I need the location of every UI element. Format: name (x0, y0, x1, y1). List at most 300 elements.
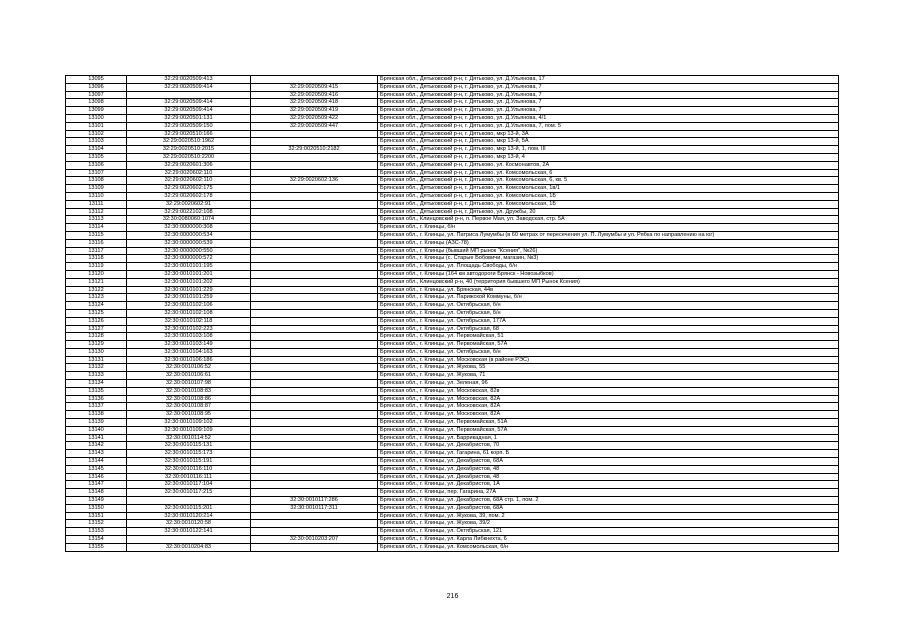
table-row (66, 107, 839, 115)
row-number-cell: 13124 (66, 302, 127, 310)
table-row (66, 504, 839, 512)
object-number-cell (251, 185, 378, 193)
address-cell: Брянская обл., Дятьковский р-н, г. Дятьково, ул. Комсомольская, 1в/1 (378, 185, 839, 193)
object-number-cell (251, 255, 378, 263)
row-number-cell: 13150 (66, 504, 127, 512)
cadastral-number-cell: 32:30:0010101:201 (127, 270, 251, 278)
row-number-cell: 13151 (66, 512, 127, 520)
row-number-cell: 13123 (66, 294, 127, 302)
row-number-cell: 13111 (66, 200, 127, 208)
row-number-cell: 13152 (66, 520, 127, 528)
table-row (66, 278, 839, 286)
address-cell: Брянская обл., Дятьковский р-н, г. Дятьково, ул. Д.Ульянова, 4/1 (378, 114, 839, 122)
object-number-cell: 32:29:0020509:415 (251, 83, 378, 91)
cadastral-number-cell: 32:30:0010117:104 (127, 481, 251, 489)
cadastral-number-cell: 32:29:0020602:178 (127, 192, 251, 200)
cadastral-number-cell: 32:29:0020601:306 (127, 161, 251, 169)
address-cell: Брянская обл., г. Клинцы, ул. Баррикадная, 1 (378, 434, 839, 442)
row-number-cell: 13148 (66, 489, 127, 497)
cadastral-number-cell: 32:29:0020501:131 (127, 114, 251, 122)
cadastral-number-cell: 32:30:0010108:87 (127, 403, 251, 411)
address-cell: Брянская обл., Дятьковский р-н, г. Дятьково, ул. Д.Ульянова, 7 (378, 91, 839, 99)
table-row (66, 255, 839, 263)
object-number-cell (251, 76, 378, 84)
object-number-cell (251, 473, 378, 481)
object-number-cell (251, 247, 378, 255)
row-number-cell: 13121 (66, 278, 127, 286)
cadastral-number-cell: 32:29:0020602:91 (127, 200, 251, 208)
cadastral-number-cell: 32:29:0020510:2200 (127, 153, 251, 161)
table-row (66, 122, 839, 130)
row-number-cell: 13106 (66, 161, 127, 169)
address-cell: Брянская обл., г. Клинцы, ул. Октябрьская, б/н (378, 309, 839, 317)
row-number-cell: 13155 (66, 543, 127, 551)
address-cell: Брянская обл., г. Клинцы, ул. Октябрьская, 121 (378, 528, 839, 536)
object-number-cell (251, 489, 378, 497)
cadastral-number-cell: 32:30:0000000:534 (127, 231, 251, 239)
table-row (66, 426, 839, 434)
object-number-cell (251, 309, 378, 317)
table-row (66, 458, 839, 466)
row-number-cell: 13115 (66, 231, 127, 239)
address-cell: Брянская обл., г. Клинцы, ул. Московская, 82А (378, 395, 839, 403)
table-row (66, 270, 839, 278)
cadastral-number-cell: 32:30:0010106:52 (127, 364, 251, 372)
object-number-cell (251, 278, 378, 286)
cadastral-number-cell: 32:30:0080060:1074 (127, 216, 251, 224)
table-row (66, 317, 839, 325)
object-number-cell (251, 317, 378, 325)
address-cell: Брянская обл., г. Клинцы, ул. Декабристов, 48 (378, 473, 839, 481)
address-cell: Брянская обл., Дятьковский р-н, г. Дятьково, ул. Комсомольская, 1Б (378, 192, 839, 200)
row-number-cell: 13134 (66, 380, 127, 388)
table-row (66, 380, 839, 388)
cadastral-number-cell: 32:29:0020509:413 (127, 76, 251, 84)
cadastral-number-cell: 32:30:0010117:215 (127, 489, 251, 497)
address-cell: Брянская обл., г. Клинцы, ул. Жукова, 39/2 (378, 520, 839, 528)
table-row (66, 497, 839, 505)
row-number-cell: 13138 (66, 411, 127, 419)
object-number-cell (251, 450, 378, 458)
address-cell: Брянская обл., г. Клинцы, ул. Декабристов, 48 (378, 465, 839, 473)
row-number-cell: 13096 (66, 83, 127, 91)
row-number-cell: 13154 (66, 536, 127, 544)
table-row (66, 208, 839, 216)
row-number-cell: 13110 (66, 192, 127, 200)
table-row (66, 177, 839, 185)
object-number-cell (251, 161, 378, 169)
row-number-cell: 13127 (66, 325, 127, 333)
row-number-cell: 13131 (66, 356, 127, 364)
table-row (66, 76, 839, 84)
address-cell: Брянская обл., г. Клинцы, ул. Зеленая, 96 (378, 380, 839, 388)
row-number-cell: 13116 (66, 239, 127, 247)
cadastral-number-cell: 32:30:0010108:83 (127, 387, 251, 395)
cadastral-number-cell: 32:29:0020509:414 (127, 99, 251, 107)
table-row (66, 403, 839, 411)
table-row (66, 348, 839, 356)
cadastral-number-cell: 32:30:0010101:202 (127, 278, 251, 286)
row-number-cell: 13113 (66, 216, 127, 224)
address-cell: Брянская обл., Дятьковский р-н, г. Дятьково, ул. Д.Ульянова, 7 (378, 99, 839, 107)
cadastral-number-cell: 32:30:0000000:539 (127, 239, 251, 247)
object-number-cell (251, 419, 378, 427)
object-number-cell: 32:29:0020509:422 (251, 114, 378, 122)
object-number-cell (251, 208, 378, 216)
table-row (66, 520, 839, 528)
object-number-cell (251, 372, 378, 380)
row-number-cell: 13118 (66, 255, 127, 263)
row-number-cell: 13146 (66, 473, 127, 481)
cadastral-number-cell: 32:30:0010101:259 (127, 294, 251, 302)
row-number-cell: 13117 (66, 247, 127, 255)
cadastral-number-cell: 32:29:0020509:414 (127, 107, 251, 115)
table-row (66, 153, 839, 161)
address-cell: Брянская обл., Клинцовский р-н, п. Первое Мая, ул. Заводская, стр. 5А (378, 216, 839, 224)
object-number-cell (251, 528, 378, 536)
row-number-cell: 13122 (66, 286, 127, 294)
address-cell: Брянская обл., Дятьковский р-н, г. Дятьково, ул. Комсомольская, 6 (378, 169, 839, 177)
cadastral-number-cell: 32:30:0010102:106 (127, 302, 251, 310)
cadastral-number-cell: 32:30:0010108:95 (127, 411, 251, 419)
row-number-cell: 13101 (66, 122, 127, 130)
address-cell: Брянская обл., г. Клинцы, ул. Жукова, 39, пом. 2 (378, 512, 839, 520)
object-number-cell (251, 169, 378, 177)
object-number-cell (251, 192, 378, 200)
object-number-cell: 32:29:0020509:418 (251, 99, 378, 107)
object-number-cell: 32:29:0020509:419 (251, 107, 378, 115)
row-number-cell: 13140 (66, 426, 127, 434)
row-number-cell: 13104 (66, 146, 127, 154)
table-row (66, 192, 839, 200)
cadastral-number-cell: 32:30:0000000:308 (127, 224, 251, 232)
row-number-cell: 13149 (66, 497, 127, 505)
row-number-cell: 13136 (66, 395, 127, 403)
cadastral-number-cell: 32:30:0010109:102 (127, 419, 251, 427)
address-cell: Брянская обл., г. Клинцы, ул. Октябрьская, б/н (378, 348, 839, 356)
row-number-cell: 13137 (66, 403, 127, 411)
row-number-cell: 13097 (66, 91, 127, 99)
object-number-cell: 32:29:0020509:416 (251, 91, 378, 99)
table-row (66, 356, 839, 364)
row-number-cell: 13141 (66, 434, 127, 442)
object-number-cell (251, 333, 378, 341)
address-cell: Брянская обл., Дятьковский р-н, г. Дятьково, ул. Д.Ульянова, 17 (378, 76, 839, 84)
object-number-cell (251, 153, 378, 161)
cadastral-number-cell: 32:30:0010120:58 (127, 520, 251, 528)
table-row (66, 411, 839, 419)
object-number-cell (251, 442, 378, 450)
row-number-cell: 13135 (66, 387, 127, 395)
address-cell: Брянская обл., Дятьковский р-н, г. Дятьково, мкр 13-й, 5А (378, 138, 839, 146)
address-cell: Брянская обл., Дятьковский р-н, г. Дятьково, мкр 13-й, 1, пом. III (378, 146, 839, 154)
table-row (66, 91, 839, 99)
address-cell: Брянская обл., Дятьковский р-н, г. Дятьково, ул. Д.Ульянова, 7, пом. 5 (378, 122, 839, 130)
address-cell: Брянская обл., г. Клинцы, ул. Брянская, 44в (378, 286, 839, 294)
table-row (66, 481, 839, 489)
table-row (66, 200, 839, 208)
address-cell: Брянская обл., Дятьковский р-н, г. Дятьково, мкр 13-й, 4 (378, 153, 839, 161)
address-cell: Брянская обл., г. Клинцы, ул. Первомайская, 57А (378, 341, 839, 349)
table-row (66, 99, 839, 107)
table-row (66, 419, 839, 427)
object-number-cell: 32:29:0020509:447 (251, 122, 378, 130)
cadastral-number-cell: 32:30:0000000:572 (127, 255, 251, 263)
row-number-cell: 13132 (66, 364, 127, 372)
cadastral-number-cell: 32:30:0010204:83 (127, 543, 251, 551)
cadastral-number-cell: 32:29:0020509:414 (127, 83, 251, 91)
object-number-cell (251, 387, 378, 395)
object-number-cell (251, 138, 378, 146)
row-number-cell: 13109 (66, 185, 127, 193)
row-number-cell: 13120 (66, 270, 127, 278)
table-row (66, 114, 839, 122)
object-number-cell (251, 481, 378, 489)
cadastral-number-cell: 32:30:0010116:111 (127, 473, 251, 481)
row-number-cell: 13129 (66, 341, 127, 349)
object-number-cell (251, 512, 378, 520)
table-row (66, 465, 839, 473)
registry-table (65, 75, 839, 552)
cadastral-number-cell: 32:30:0010115:173 (127, 450, 251, 458)
table-row (66, 543, 839, 551)
cadastral-number-cell: 32:30:0010101:229 (127, 286, 251, 294)
cadastral-number-cell: 32:30:0010104:163 (127, 348, 251, 356)
row-number-cell: 13105 (66, 153, 127, 161)
cadastral-number-cell: 32:29:0020602:175 (127, 185, 251, 193)
object-number-cell (251, 239, 378, 247)
table-row (66, 333, 839, 341)
cadastral-number-cell: 32:30:0010116:110 (127, 465, 251, 473)
object-number-cell (251, 130, 378, 138)
address-cell: Брянская обл., Дятьковский р-н, г. Дятьково, ул. Комсомольская, 1Б (378, 200, 839, 208)
cadastral-number-cell: 32:29:0020510:166 (127, 130, 251, 138)
table-row (66, 528, 839, 536)
cadastral-number-cell: 32:30:0010115:131 (127, 442, 251, 450)
registry-table-body (66, 76, 839, 552)
row-number-cell: 13144 (66, 458, 127, 466)
row-number-cell: 13139 (66, 419, 127, 427)
object-number-cell (251, 458, 378, 466)
object-number-cell (251, 520, 378, 528)
table-row (66, 387, 839, 395)
address-cell: Брянская обл., г. Клинцы, ул. Патриса Лумумбы (в 60 метрах от пересечения ул. П. Лумумбы и ул. Рябка по направлению на юг) (378, 231, 839, 239)
address-cell: Брянская обл., г. Клинцы (бывший МП рынок "Ксения", №26) (378, 247, 839, 255)
cadastral-number-cell (127, 497, 251, 505)
cadastral-number-cell: 32:30:0010114:52 (127, 434, 251, 442)
cadastral-number-cell: 32:30:0010109:109 (127, 426, 251, 434)
row-number-cell: 13133 (66, 372, 127, 380)
object-number-cell: 32:30:0010117:311 (251, 504, 378, 512)
address-cell: Брянская обл., г. Клинцы, ул. Первомайская, 57А (378, 426, 839, 434)
object-number-cell (251, 302, 378, 310)
address-cell: Брянская обл., г. Клинцы, ул. Карла Либкнехта, 6 (378, 536, 839, 544)
row-number-cell: 13147 (66, 481, 127, 489)
row-number-cell: 13102 (66, 130, 127, 138)
table-row (66, 489, 839, 497)
object-number-cell: 32:30:0010117:286 (251, 497, 378, 505)
cadastral-number-cell: 32:29:0020602:110 (127, 177, 251, 185)
address-cell: Брянская обл., г. Клинцы, ул. Московская, 82в (378, 387, 839, 395)
cadastral-number-cell: 32:30:0010106:61 (127, 372, 251, 380)
address-cell: Брянская обл., Дятьковский р-н, г. Дятьково, ул. Д.Ульянова, 7 (378, 83, 839, 91)
object-number-cell (251, 200, 378, 208)
cadastral-number-cell: 32:30:0010103:149 (127, 341, 251, 349)
address-cell: Брянская обл., Дятьковский р-н, г. Дятьково, ул. Дружбы, 20 (378, 208, 839, 216)
object-number-cell (251, 348, 378, 356)
address-cell: Брянская обл., Клинцовский р-н, 40 (территория бывшего МП Рынок Ксения) (378, 278, 839, 286)
object-number-cell: 32:30:0010203:207 (251, 536, 378, 544)
object-number-cell (251, 216, 378, 224)
table-row (66, 434, 839, 442)
row-number-cell: 13130 (66, 348, 127, 356)
cadastral-number-cell: 32:30:0010102:108 (127, 309, 251, 317)
table-row (66, 325, 839, 333)
address-cell: Брянская обл., г. Клинцы, ул. Октябрьская, 177А (378, 317, 839, 325)
cadastral-number-cell: 32:30:0010101:195 (127, 263, 251, 271)
table-row (66, 286, 839, 294)
address-cell: Брянская обл., г. Клинцы, ул. Октябрьская, 68 (378, 325, 839, 333)
object-number-cell (251, 403, 378, 411)
address-cell: Брянская обл., г. Клинцы, ул. Декабристов, 70 (378, 442, 839, 450)
address-cell: Брянская обл., г. Клинцы, ул. Площадь Свободы, б/н (378, 263, 839, 271)
cadastral-number-cell: 32:29:0020510:2015 (127, 146, 251, 154)
object-number-cell (251, 380, 378, 388)
row-number-cell: 13153 (66, 528, 127, 536)
address-cell: Брянская обл., г. Клинцы, б/н (378, 224, 839, 232)
page-number: 216 (446, 593, 459, 600)
table-row (66, 442, 839, 450)
object-number-cell: 32:29:0020510:2182 (251, 146, 378, 154)
cadastral-number-cell (127, 91, 251, 99)
address-cell: Брянская обл., Дятьковский р-н, г. Дятьково, ул. Комсомольская, 6, кв. 5 (378, 177, 839, 185)
address-cell: Брянская обл., г. Клинцы, ул. Московская, 82А (378, 411, 839, 419)
address-cell: Брянская обл., г. Клинцы, ул. Декабристов, 68А (378, 458, 839, 466)
table-row (66, 224, 839, 232)
address-cell: Брянская обл., г. Клинцы, ул. Декабристов, 1А (378, 481, 839, 489)
row-number-cell: 13114 (66, 224, 127, 232)
table-row (66, 185, 839, 193)
table-row (66, 512, 839, 520)
table-row (66, 161, 839, 169)
address-cell: Брянская обл., г. Клинцы, ул. Гагарина, 61 корп. Б (378, 450, 839, 458)
row-number-cell: 13103 (66, 138, 127, 146)
address-cell: Брянская обл., г. Клинцы (164 км автодороги Брянск - Новозыбков) (378, 270, 839, 278)
address-cell: Брянская обл., г. Клинцы, ул. Декабристов, 68А (378, 504, 839, 512)
object-number-cell (251, 364, 378, 372)
address-cell: Брянская обл., г. Клинцы, ул. Жукова, 55 (378, 364, 839, 372)
row-number-cell: 13100 (66, 114, 127, 122)
cadastral-number-cell: 32:30:0010120:214 (127, 512, 251, 520)
object-number-cell (251, 231, 378, 239)
row-number-cell: 13107 (66, 169, 127, 177)
table-row (66, 536, 839, 544)
table-row (66, 473, 839, 481)
object-number-cell (251, 434, 378, 442)
address-cell: Брянская обл., г. Клинцы, ул. Первомайская, 51 (378, 333, 839, 341)
address-cell: Брянская обл., г. Клинцы (АЗС-78) (378, 239, 839, 247)
object-number-cell (251, 543, 378, 551)
address-cell: Брянская обл., г. Клинцы, ул. Московская (в районе РЭС) (378, 356, 839, 364)
address-cell: Брянская обл., г. Клинцы (с. Старые Бобовичи, магазин, №3) (378, 255, 839, 263)
row-number-cell: 13145 (66, 465, 127, 473)
cadastral-number-cell: 32:30:0010115:201 (127, 504, 251, 512)
row-number-cell: 13128 (66, 333, 127, 341)
table-row (66, 263, 839, 271)
address-cell: Брянская обл., г. Клинцы, ул. Московская, 82А (378, 403, 839, 411)
cadastral-number-cell: 32:30:0010122:141 (127, 528, 251, 536)
cadastral-number-cell: 32:30:0010103:108 (127, 333, 251, 341)
address-cell: Брянская обл., г. Клинцы, пер. Гагарина, 27А (378, 489, 839, 497)
cadastral-number-cell: 32:29:0022102:108 (127, 208, 251, 216)
cadastral-number-cell: 32:30:0010107:98 (127, 380, 251, 388)
table-row (66, 302, 839, 310)
address-cell: Брянская обл., г. Клинцы, ул. Комсомольская, б/н (378, 543, 839, 551)
cadastral-number-cell: 32:29:0020509:150 (127, 122, 251, 130)
table-row (66, 372, 839, 380)
table-row (66, 247, 839, 255)
cadastral-number-cell: 32:30:0010115:191 (127, 458, 251, 466)
table-row (66, 364, 839, 372)
address-cell: Брянская обл., г. Клинцы, ул. Парижской Коммуны, б/н (378, 294, 839, 302)
cadastral-number-cell: 32:29:0020602:110 (127, 169, 251, 177)
object-number-cell (251, 224, 378, 232)
table-row (66, 146, 839, 154)
cadastral-number-cell: 32:30:0010108:86 (127, 395, 251, 403)
row-number-cell: 13112 (66, 208, 127, 216)
object-number-cell (251, 270, 378, 278)
table-row (66, 231, 839, 239)
table-row (66, 395, 839, 403)
address-cell: Брянская обл., г. Клинцы, ул. Декабристов, 68А стр. 1, пом. 2 (378, 497, 839, 505)
object-number-cell (251, 263, 378, 271)
cadastral-number-cell: 32:30:0000000:550 (127, 247, 251, 255)
table-row (66, 138, 839, 146)
cadastral-number-cell: 32:30:0010106:186 (127, 356, 251, 364)
table-row (66, 169, 839, 177)
address-cell: Брянская обл., г. Клинцы, ул. Октябрьская, б/н (378, 302, 839, 310)
row-number-cell: 13095 (66, 76, 127, 84)
cadastral-number-cell: 32:30:0010102:223 (127, 325, 251, 333)
row-number-cell: 13142 (66, 442, 127, 450)
row-number-cell: 13098 (66, 99, 127, 107)
table-row (66, 294, 839, 302)
table-row (66, 130, 839, 138)
object-number-cell: 32:29:0020602:136 (251, 177, 378, 185)
table-row (66, 450, 839, 458)
object-number-cell (251, 426, 378, 434)
cadastral-number-cell (127, 536, 251, 544)
object-number-cell (251, 294, 378, 302)
row-number-cell: 13108 (66, 177, 127, 185)
address-cell: Брянская обл., Дятьковский р-н, г. Дятьково, мкр 13-й, 3А (378, 130, 839, 138)
object-number-cell (251, 395, 378, 403)
table-row (66, 341, 839, 349)
table-row (66, 83, 839, 91)
address-cell: Брянская обл., г. Клинцы, ул. Жукова, 71 (378, 372, 839, 380)
table-row (66, 216, 839, 224)
object-number-cell (251, 411, 378, 419)
row-number-cell: 13119 (66, 263, 127, 271)
table-row (66, 239, 839, 247)
cadastral-number-cell: 32:29:0020510:1962 (127, 138, 251, 146)
object-number-cell (251, 356, 378, 364)
row-number-cell: 13143 (66, 450, 127, 458)
object-number-cell (251, 325, 378, 333)
object-number-cell (251, 341, 378, 349)
row-number-cell: 13099 (66, 107, 127, 115)
address-cell: Брянская обл., г. Клинцы, ул. Первомайская, 51А (378, 419, 839, 427)
